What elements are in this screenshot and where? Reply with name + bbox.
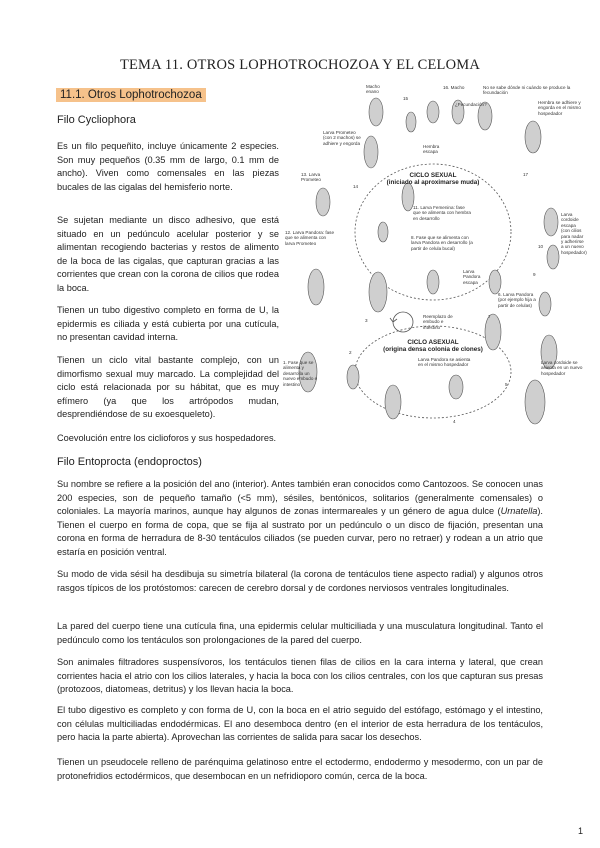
figure-label: Larva cordoide se asienta en un nuevo hospedador [541, 360, 583, 376]
figure-label: 10 [538, 244, 544, 249]
paragraph-4: Tienen un ciclo vital bastante complejo, con un dimorfismo sexual muy marcado. La complejidad del ciclo está relacionada por su hábitat, que es muy efímero (ya que los artrópodos mudan, desprendiéndose de su exoesqueleto). [57, 355, 279, 420]
figure-label: 9 [533, 272, 536, 277]
page-title: TEMA 11. OTROS LOPHOTROCHOZOA Y EL CELOMA [119, 57, 481, 73]
figure-label: 12. Larva Pandora: fase que se alimenta con larva Prometeo [285, 230, 335, 246]
sexual-cycle-title: CICLO SEXUAL (iniciado al aproximarse muda) [386, 172, 480, 187]
figure-label: 1. Fase que se alimenta y desarrolla un nuevo embudo e intestino [283, 360, 318, 387]
asexual-cycle-title: CICLO ASEXUAL (origina densa colonia de clones) [383, 339, 483, 354]
page-number: 1 [577, 826, 583, 836]
figure-label: Hembra escapa [423, 144, 440, 155]
subsection-entoprocta: Filo Entoprocta (endoproctos) [57, 456, 202, 468]
figure-label: Reemplazo de embudo e intestino [423, 314, 453, 330]
paragraph-3: Tienen un tubo digestivo completo en forma de U, la epidermis es ciliada y está cubierta por una cutícula, no presentan cavidad interna. [57, 305, 279, 343]
figure-label: 16. Macho [443, 85, 465, 90]
figure-label: 3 [365, 318, 368, 323]
figure-label: 13. Larva Prometeo [301, 172, 321, 183]
paragraph-entoprocta-1 [57, 478, 543, 560]
paragraph-entoprocta-3: La pared del cuerpo tiene una cutícula fina, una epidermis celular multiciliada y una musculatura longitudinal. Tanto el pedúnculo como los tentáculos son prolongaciones de la pared del cuerpo. [57, 621, 543, 645]
paragraph-entoprocta-6: Tienen un pseudocele relleno de parénquima gelatinoso entre el ectodermo, endodermo y mesodermo, con un par de protonefridios ectodérmicos, que desembocan en un nefridioporo común, cerca de la boca. [57, 757, 543, 781]
subsection-cycliophora: Filo Cycliophora [57, 114, 136, 126]
figure-label: 17 [523, 172, 529, 177]
figure-label: ¿Fecundación? [455, 102, 487, 107]
figure-label: 6. Larva Pandora (por ejemplo hija a partir de celulas) [498, 292, 536, 308]
figure-label: Hembra se adhiere y engorda en el mismo hospedador [538, 100, 581, 116]
figure-label: 8. Fase que se alimenta con larva Pandora en desarrollo (a partir de celula bucal) [411, 235, 473, 251]
figure-label: 2 [349, 350, 352, 355]
figure-label: 11. Larva Femenina: fase que se alimenta con hembra en desarrollo [413, 205, 471, 221]
figure-label: Larva cordoide escapa (con cilios para nadar y adherirse a un nuevo hospedador) [561, 212, 587, 255]
text-span: ). Tienen el cuerpo en forma de copa, que se fija al sustrato por un pedúnculo o un disco de fijación, presentan una corona en forma de herradura de 8-30 tentáculos ciliados (se pueden curvar, pero no retraer) y rodean a un atrio que estaría en posición ventral. [57, 506, 543, 557]
figure-label: Larva Pandora se asienta en el mismo hospedador [418, 357, 471, 368]
paragraph-entoprocta-2: Su modo de vida sésil ha desdibuja su simetría bilateral (la corona de tentáculos tiene aspecto radial) y algunos otros rasgos típicos de los protóstomos: carecen de cerebro dorsal y de cordones nerviosos ventrales longitudinales. [57, 569, 543, 593]
paragraph-5: Coevolución entre los ciclioforos y sus hospedadores. [57, 433, 277, 443]
figure-label: 14 [353, 184, 359, 189]
figure-label: 4 [453, 419, 456, 424]
section-heading: 11.1. Otros Lophotrochozoa [56, 88, 206, 102]
paragraph-1: Es un filo pequeñito, incluye únicamente 2 especies. Son muy pequeños (0.35 mm de largo, 0.1 mm de ancho). Viven como comensales en las piezas bucales de las cigalas del hemisferio norte. [57, 141, 279, 192]
paragraph-entoprocta-4: Son animales filtradores suspensívoros, los tentáculos tienen filas de cilios en la cara interna y lateral, que crean corrientes hacia el atrio con los cilios laterales, y hacia la boca con los cilios centrales, con los que capturan sus presas (protozoos, diatomeas, detritus) y los llevan hacia la boca. [57, 657, 543, 695]
figure-label: 7 [488, 314, 491, 319]
paragraph-2: Se sujetan mediante un disco adhesivo, que está situado en un pedúnculo acelular posterior y se alimentan recogiendo bacterias y restos de alimento de la boca de las cigalas, que capturan gracias a las corrientes que crean con la corona de cilios que rodea la boca. [57, 215, 279, 293]
figure-label: No se sabe dónde ni cuándo se produce la fecundación [483, 85, 571, 96]
life-cycle-figure [283, 82, 585, 452]
figure-label: Larva Prometeo (con 2 machos) se adhiere y engorda [323, 130, 361, 146]
figure-label: 5 [505, 382, 508, 387]
genus-name: Urnatella [500, 506, 538, 517]
paragraph-entoprocta-5: El tubo digestivo es completo y con forma de U, con la boca en el atrio seguido del estófago, estómago y el intestino, con células multiciliadas endodérmicas. El ano desemboca dentro (en el interior de esta herradura de los tentáculos, pero hacia la parte abierta). Aprovechan las corrientes de salida para sacar los desechos. [57, 705, 543, 743]
text-span: Su nombre se refiere a la posición del ano (interior). Antes también eran conocidos como Cantozoos. Se conocen unas 200 especies, son de pequeño tamaño (<5 mm), sésiles, bentónicos, solitarios (generalmente comensales) o coloniales. La mayoría marinos, aunque hay algunos de zonas intermareales y un género de agua dulce ( [57, 479, 543, 517]
figure-label: Macho enano [366, 84, 380, 95]
figure-label: Larva Pandora escapa [463, 269, 481, 285]
figure-label: 15 [403, 96, 409, 101]
